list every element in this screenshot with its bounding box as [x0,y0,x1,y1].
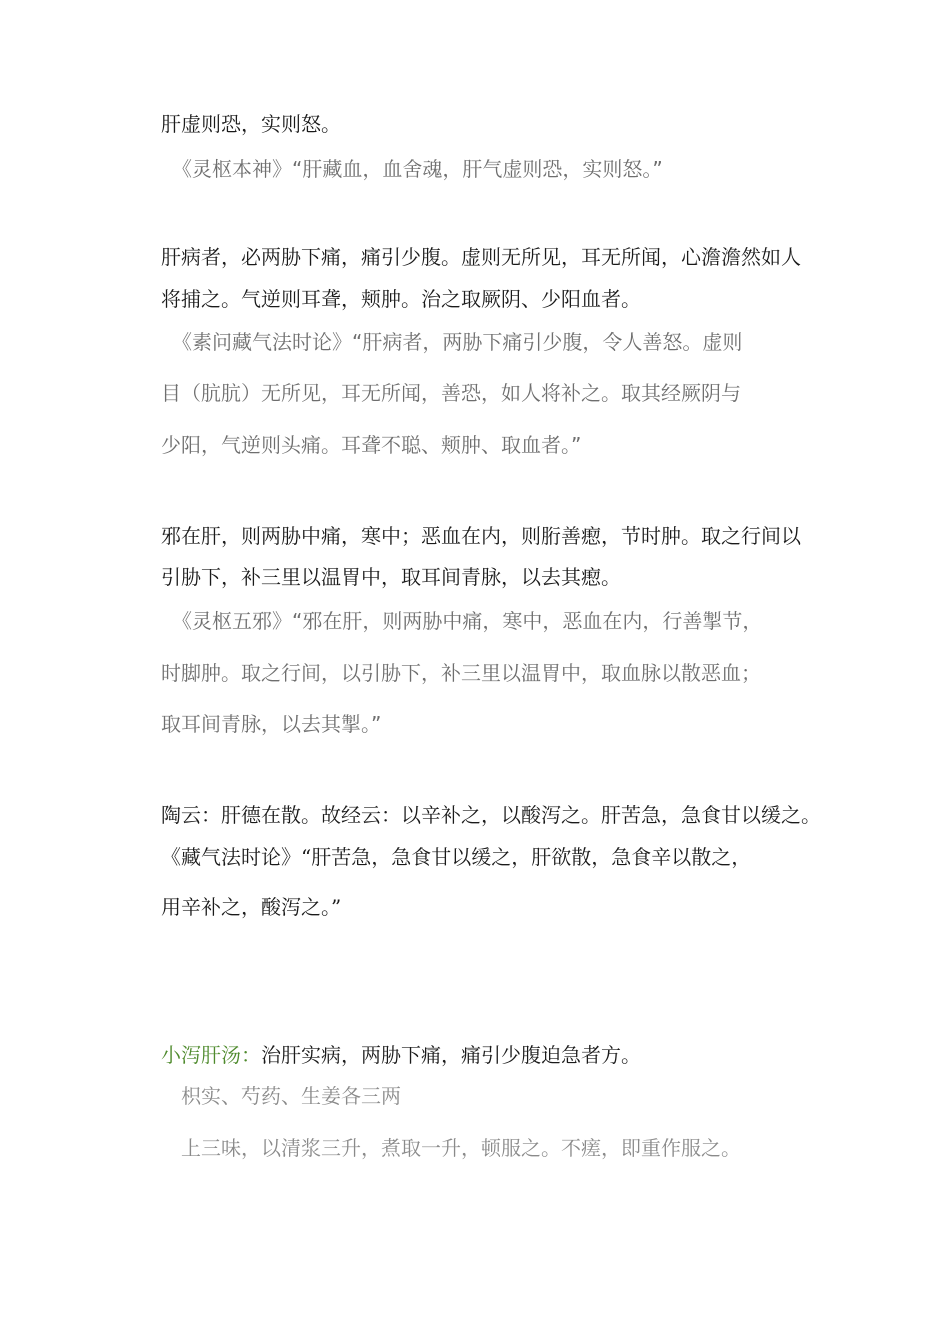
paragraph-line: 引胁下，补三里以温胃中，取耳间青脉，以去其瘛。 [161,565,621,589]
citation-line: 《素问藏气法时论》“肝病者，两胁下痛引少腹，令人善怒。虚则 [172,330,743,354]
paragraph-line: 肝病者，必两胁下痛，痛引少腹。虚则无所见，耳无所闻，心澹澹然如人 [161,245,801,269]
paragraph-line: 陶云：肝德在散。故经云：以辛补之，以酸泻之。肝苦急，急食甘以缓之。 [161,803,821,827]
citation-line: 《灵枢本神》“肝藏血，血舍魂，肝气虚则恐，实则怒。” [172,157,663,181]
formula-instructions: 上三味，以清浆三升，煮取一升，顿服之。不瘥，即重作服之。 [181,1136,741,1160]
paragraph-line: 用辛补之，酸泻之。” [161,895,342,919]
paragraph-line: 将捕之。气逆则耳聋，颊肿。治之取厥阴、少阳血者。 [161,287,641,311]
formula-ingredients: 枳实、芍药、生姜各三两 [181,1084,401,1108]
paragraph-line: 《藏气法时论》“肝苦急，急食甘以缓之，肝欲散，急食辛以散之， [161,845,752,869]
formula-line [161,1043,641,1067]
citation-line: 《灵枢五邪》“邪在肝，则两胁中痛，寒中，恶血在内，行善掣节， [172,609,763,633]
paragraph-line: 肝虚则恐，实则怒。 [161,112,341,136]
citation-line: 取耳间青脉，以去其掣。” [161,712,382,736]
paragraph-line: 邪在肝，则两胁中痛，寒中；恶血在内，则胻善瘛，节时肿。取之行间以 [161,524,801,548]
citation-line: 少阳，气逆则头痛。耳聋不聪、颊肿、取血者。” [161,433,582,457]
citation-line: 目（肮肮）无所见，耳无所闻，善恐，如人将补之。取其经厥阴与 [161,381,741,405]
formula-name: 小泻肝汤： [161,1043,261,1067]
formula-description: 治肝实病，两胁下痛，痛引少腹迫急者方。 [261,1043,641,1067]
citation-line: 时脚肿。取之行间，以引胁下，补三里以温胃中，取血脉以散恶血； [161,661,761,685]
